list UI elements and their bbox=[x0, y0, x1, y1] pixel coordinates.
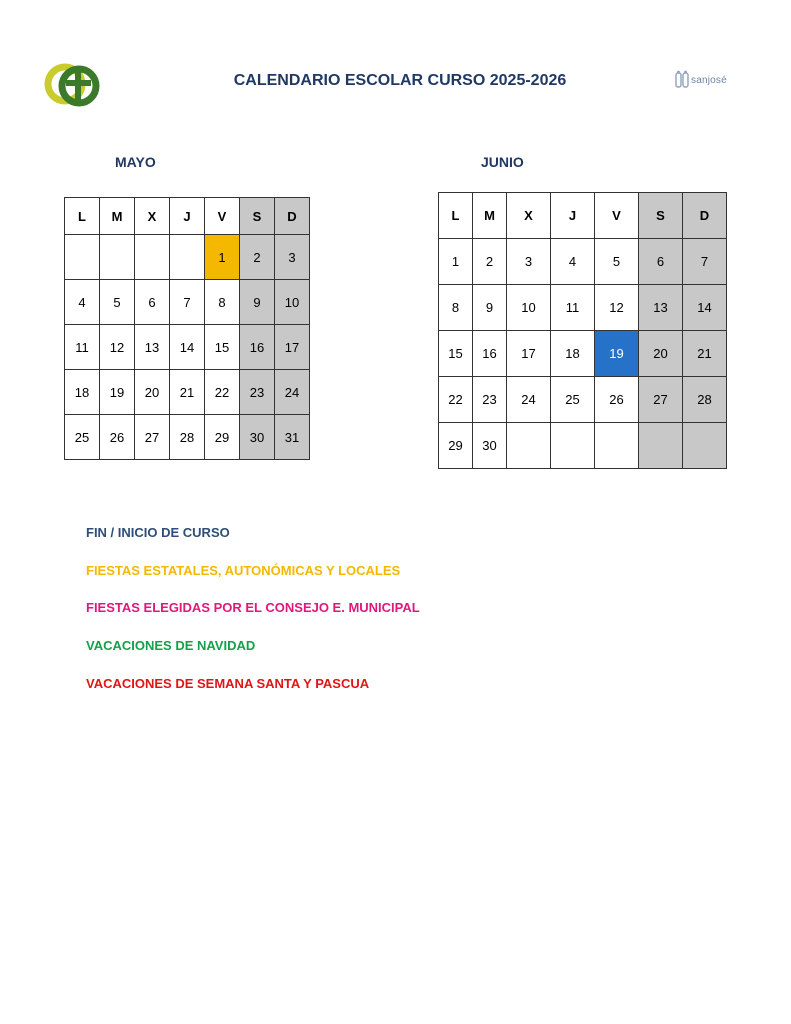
legend-public-holidays: FIESTAS ESTATALES, AUTONÓMICAS Y LOCALES bbox=[86, 563, 401, 578]
day-cell bbox=[551, 423, 595, 469]
day-cell: 7 bbox=[170, 280, 205, 325]
week-row bbox=[65, 280, 310, 325]
day-cell: 2 bbox=[473, 239, 507, 285]
weekend-day-cell: 3 bbox=[275, 235, 310, 280]
day-cell: 12 bbox=[100, 325, 135, 370]
weekday-header-row bbox=[439, 193, 727, 239]
day-cell: 4 bbox=[551, 239, 595, 285]
weekend-day-cell: 24 bbox=[275, 370, 310, 415]
weekday-header-row bbox=[65, 198, 310, 235]
week-row bbox=[439, 285, 727, 331]
legend-municipal-holidays: FIESTAS ELEGIDAS POR EL CONSEJO E. MUNICIPAL bbox=[86, 600, 420, 615]
weekend-day-cell bbox=[683, 423, 727, 469]
day-cell: 29 bbox=[205, 415, 240, 460]
day-cell: 25 bbox=[65, 415, 100, 460]
day-cell: 9 bbox=[473, 285, 507, 331]
day-cell: 8 bbox=[439, 285, 473, 331]
day-cell: 11 bbox=[551, 285, 595, 331]
sanjose-logo bbox=[673, 68, 733, 94]
day-cell: 22 bbox=[439, 377, 473, 423]
day-cell: 10 bbox=[507, 285, 551, 331]
weekend-day-cell: 28 bbox=[683, 377, 727, 423]
weekend-day-cell: 6 bbox=[639, 239, 683, 285]
weekday-header: X bbox=[135, 198, 170, 235]
weekend-day-cell: 14 bbox=[683, 285, 727, 331]
weekend-day-cell: 7 bbox=[683, 239, 727, 285]
day-cell: 26 bbox=[595, 377, 639, 423]
day-cell: 28 bbox=[170, 415, 205, 460]
week-row bbox=[439, 423, 727, 469]
weekend-day-cell: 13 bbox=[639, 285, 683, 331]
week-row bbox=[65, 415, 310, 460]
weekend-day-cell bbox=[639, 423, 683, 469]
weekday-header: M bbox=[473, 193, 507, 239]
week-row bbox=[439, 377, 727, 423]
holiday-day-cell: 1 bbox=[205, 235, 240, 280]
weekend-day-cell: 2 bbox=[240, 235, 275, 280]
week-row bbox=[65, 370, 310, 415]
weekday-header: L bbox=[65, 198, 100, 235]
legend-easter-holidays: VACACIONES DE SEMANA SANTA Y PASCUA bbox=[86, 676, 370, 691]
day-cell: 11 bbox=[65, 325, 100, 370]
weekday-header: S bbox=[240, 198, 275, 235]
day-cell: 3 bbox=[507, 239, 551, 285]
day-cell: 21 bbox=[170, 370, 205, 415]
day-cell: 13 bbox=[135, 325, 170, 370]
weekday-header: J bbox=[551, 193, 595, 239]
weekday-header: D bbox=[683, 193, 727, 239]
week-row bbox=[65, 235, 310, 280]
day-cell bbox=[100, 235, 135, 280]
month-title-may: MAYO bbox=[115, 154, 156, 170]
legend-christmas-holidays: VACACIONES DE NAVIDAD bbox=[86, 638, 256, 653]
day-cell: 1 bbox=[439, 239, 473, 285]
day-cell: 17 bbox=[507, 331, 551, 377]
day-cell: 27 bbox=[135, 415, 170, 460]
day-cell bbox=[135, 235, 170, 280]
day-cell: 12 bbox=[595, 285, 639, 331]
weekday-header: X bbox=[507, 193, 551, 239]
day-cell bbox=[170, 235, 205, 280]
weekday-header: S bbox=[639, 193, 683, 239]
weekday-header: J bbox=[170, 198, 205, 235]
weekend-day-cell: 30 bbox=[240, 415, 275, 460]
weekend-day-cell: 23 bbox=[240, 370, 275, 415]
day-cell: 6 bbox=[135, 280, 170, 325]
calendar-june bbox=[438, 192, 727, 469]
weekend-day-cell: 27 bbox=[639, 377, 683, 423]
day-cell bbox=[65, 235, 100, 280]
weekday-header: L bbox=[439, 193, 473, 239]
weekend-day-cell: 20 bbox=[639, 331, 683, 377]
day-cell bbox=[595, 423, 639, 469]
weekday-header: D bbox=[275, 198, 310, 235]
end-of-course-day-cell: 19 bbox=[595, 331, 639, 377]
day-cell: 23 bbox=[473, 377, 507, 423]
page-title: CALENDARIO ESCOLAR CURSO 2025-2026 bbox=[233, 72, 567, 89]
month-title-june: JUNIO bbox=[481, 154, 524, 170]
weekend-day-cell: 16 bbox=[240, 325, 275, 370]
day-cell: 29 bbox=[439, 423, 473, 469]
day-cell: 25 bbox=[551, 377, 595, 423]
day-cell: 26 bbox=[100, 415, 135, 460]
weekend-day-cell: 17 bbox=[275, 325, 310, 370]
week-row bbox=[439, 331, 727, 377]
day-cell: 4 bbox=[65, 280, 100, 325]
week-row bbox=[65, 325, 310, 370]
weekday-header: V bbox=[595, 193, 639, 239]
calendar-may bbox=[64, 197, 310, 460]
day-cell: 22 bbox=[205, 370, 240, 415]
day-cell: 18 bbox=[551, 331, 595, 377]
sanjose-logo-text: sanjosé bbox=[691, 75, 727, 86]
weekday-header: M bbox=[100, 198, 135, 235]
day-cell bbox=[507, 423, 551, 469]
day-cell: 30 bbox=[473, 423, 507, 469]
day-cell: 24 bbox=[507, 377, 551, 423]
weekday-header: V bbox=[205, 198, 240, 235]
weekend-day-cell: 31 bbox=[275, 415, 310, 460]
weekend-day-cell: 9 bbox=[240, 280, 275, 325]
day-cell: 5 bbox=[100, 280, 135, 325]
day-cell: 8 bbox=[205, 280, 240, 325]
day-cell: 5 bbox=[595, 239, 639, 285]
day-cell: 16 bbox=[473, 331, 507, 377]
weekend-day-cell: 21 bbox=[683, 331, 727, 377]
weekend-day-cell: 10 bbox=[275, 280, 310, 325]
day-cell: 14 bbox=[170, 325, 205, 370]
day-cell: 15 bbox=[439, 331, 473, 377]
sanjose-emblem-icon bbox=[675, 70, 691, 90]
legend-end-of-course: FIN / INICIO DE CURSO bbox=[86, 525, 230, 540]
day-cell: 19 bbox=[100, 370, 135, 415]
day-cell: 18 bbox=[65, 370, 100, 415]
day-cell: 15 bbox=[205, 325, 240, 370]
day-cell: 20 bbox=[135, 370, 170, 415]
week-row bbox=[439, 239, 727, 285]
